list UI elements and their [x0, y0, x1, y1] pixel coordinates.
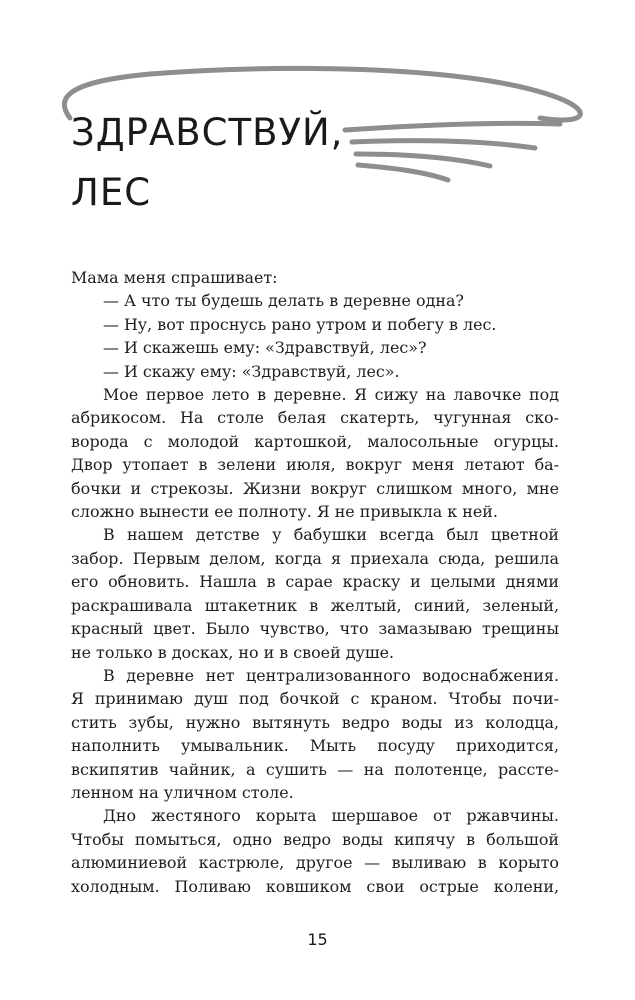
- text-line: абрикосом. На столе белая скатерть, чугунная ско-: [71, 408, 559, 428]
- chapter-title-line-1: ЗДРАВСТВУЙ,: [71, 111, 344, 154]
- chapter-title-line-2: ЛЕС: [71, 171, 152, 214]
- text-line: — И скажешь ему: «Здравствуй, лес»?: [103, 338, 427, 358]
- text-line: Двор утопает в зелени июля, вокруг меня летают ба-: [71, 455, 559, 475]
- text-line: ворода с молодой картошкой, малосольные огурцы.: [71, 431, 559, 451]
- text-line: ленном на уличном столе.: [71, 782, 294, 802]
- text-line: раскрашивала штакетник в желтый, синий, зеленый,: [71, 595, 559, 615]
- text-line: холодным. Поливаю ковшиком свои острые колени,: [71, 876, 559, 896]
- text-line: В деревне нет централизованного водоснабжения.: [103, 665, 559, 685]
- text-line: Я принимаю душ под бочкой с краном. Чтобы почи-: [71, 689, 559, 709]
- text-line: — И скажу ему: «Здравствуй, лес».: [103, 361, 400, 381]
- text-line: бочки и стрекозы. Жизни вокруг слишком много, мне: [71, 478, 559, 498]
- text-line: Чтобы помыться, одно ведро воды кипячу в большой: [71, 829, 559, 849]
- text-line: красный цвет. Было чувство, что замазываю трещины: [71, 619, 559, 639]
- text-line: — Ну, вот проснусь рано утром и побегу в лес.: [103, 314, 497, 334]
- chapter-title: [71, 103, 343, 223]
- text-line: стить зубы, нужно вытянуть ведро воды из колодца,: [71, 712, 559, 732]
- text-line: забор. Первым делом, когда я приехала сюда, решила: [71, 548, 559, 568]
- text-line: Дно жестяного корыта шершавое от ржавчины.: [103, 806, 559, 826]
- text-line: не только в досках, но и в своей душе.: [71, 642, 395, 662]
- text-line: вскипятив чайник, а сушить — на полотенце, рассте-: [71, 759, 559, 779]
- text-line: сложно вынести ее полноту. Я не привыкла к ней.: [71, 502, 498, 522]
- text-line: наполнить умывальник. Мыть посуду приходится,: [71, 736, 559, 756]
- text-line: Мое первое лето в деревне. Я сижу на лавочке под: [103, 385, 559, 405]
- text-line: алюминиевой кастрюле, другое — выливаю в корыто: [71, 853, 559, 873]
- text-line: — А что ты будешь делать в деревне одна?: [103, 291, 464, 311]
- text-line: Мама меня спрашивает:: [71, 268, 278, 287]
- text-line: его обновить. Нашла в сарае краску и целыми днями: [71, 572, 559, 592]
- body-text: [71, 266, 559, 898]
- page-number: 15: [307, 930, 328, 949]
- text-line: В нашем детстве у бабушки всегда был цветной: [103, 525, 559, 545]
